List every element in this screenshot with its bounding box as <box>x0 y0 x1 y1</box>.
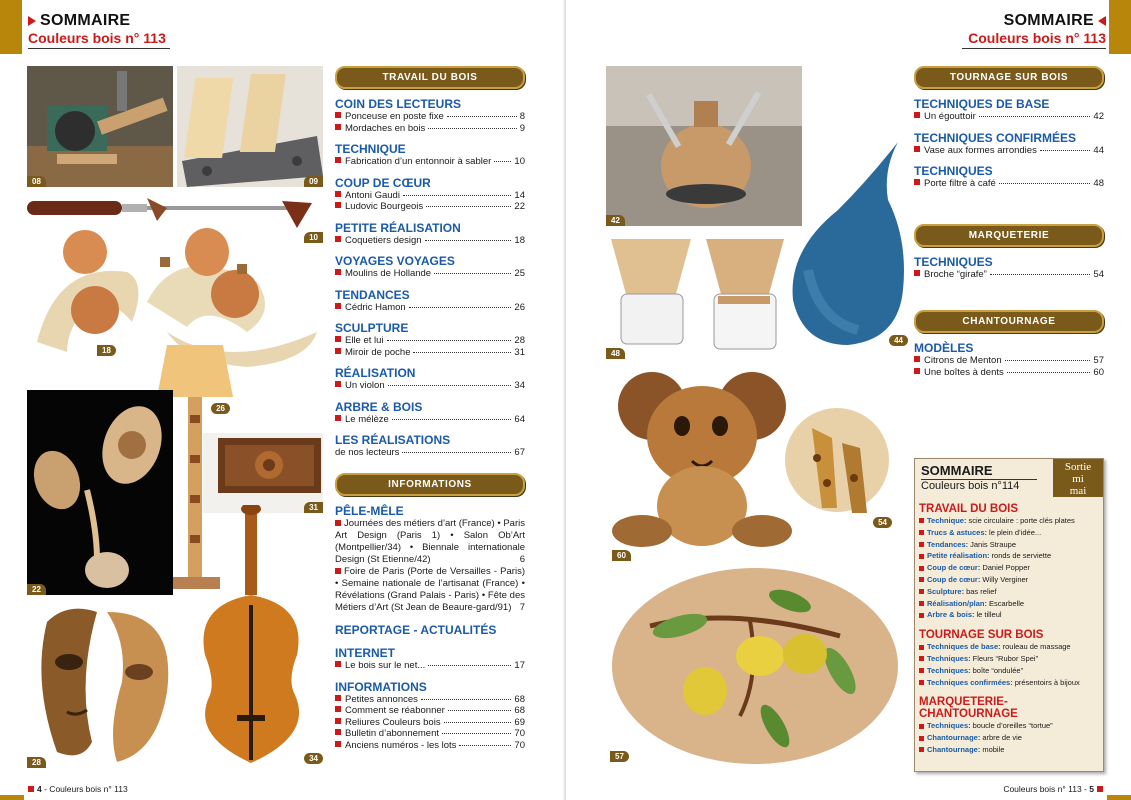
section-title-tendances: TENDANCES <box>335 287 410 302</box>
item-value: Fleurs “Rubor Spei” <box>972 653 1039 663</box>
bullet-square-icon <box>335 157 341 163</box>
next-issue-item <box>919 515 1101 527</box>
vase-image <box>778 140 908 348</box>
entry-label: Broche “girafe” <box>924 269 987 280</box>
entry-label: Le mélèze <box>345 413 389 425</box>
section-title-sculpture: SCULPTURE <box>335 321 409 335</box>
photo-label: 54 <box>873 517 892 528</box>
entry-label: de nos lecteurs <box>335 447 400 458</box>
infos-entries <box>335 694 525 752</box>
left-edge-bar <box>0 0 22 54</box>
entry-page: 70 <box>514 739 525 751</box>
entry-label: Fabrication d’un entonnoir à sabler <box>345 156 492 167</box>
next-issue-item <box>919 539 1101 551</box>
bullet-square-icon <box>335 741 341 747</box>
pill-travail-du-bois: TRAVAIL DU BOIS <box>335 66 525 89</box>
right-edge-bar <box>1109 0 1131 54</box>
leader-dots <box>459 745 511 746</box>
pill-informations: INFORMATIONS <box>335 473 525 496</box>
entry-label: Ponceuse en poste fixe <box>345 111 444 122</box>
entry-page: 34 <box>514 380 525 391</box>
leader-dots <box>1040 150 1091 151</box>
release-tag-line-3: mai <box>1069 485 1087 497</box>
bullet-square-icon <box>919 577 924 582</box>
photo-label: 28 <box>27 757 46 768</box>
item-value: le plein d’idée... <box>989 527 1042 537</box>
bullet-square-icon <box>335 269 341 275</box>
toc-entry[interactable] <box>335 414 525 426</box>
toc-entry[interactable] <box>335 740 525 752</box>
photo-vase <box>778 140 908 348</box>
toc-entry[interactable] <box>335 717 525 729</box>
bullet-square-icon <box>919 724 924 729</box>
bullet-square-icon <box>919 589 924 594</box>
entry-page: 69 <box>514 716 525 728</box>
item-key: Techniques: <box>927 721 971 731</box>
photo-label: 09 <box>304 176 323 187</box>
toc-entry[interactable] <box>335 302 525 314</box>
leader-dots <box>388 385 512 386</box>
right-footer-label: Couleurs bois n° 113 - <box>1003 784 1087 794</box>
right-header-title: SOMMAIRE <box>1003 12 1094 29</box>
photo-violin <box>185 505 325 768</box>
pele-mele-text-2: Foire de Paris (Porte de Versailles - Paris) • Semaine nationale de l’artisanat (France) • Révélations (Grand Palais - Paris) • Fête des Métiers d’Art (St Jean de Beaure-gard/91) <box>335 566 525 613</box>
item-value: Willy Verginer <box>982 574 1029 584</box>
entry-page: 54 <box>1093 269 1104 280</box>
bullet-square-icon <box>335 303 341 309</box>
entry-page: 57 <box>1093 355 1104 366</box>
photo-label: 44 <box>889 335 908 346</box>
photo-label: 08 <box>27 176 46 187</box>
section-title-petite-realisation: PETITE RÉALISATION <box>335 220 461 235</box>
item-key: Techniques: <box>927 665 971 675</box>
section-title-techniques: TECHNIQUES <box>914 164 993 178</box>
entry-page: 68 <box>514 705 525 716</box>
bullet-square-icon <box>335 718 341 724</box>
item-key: Chantournage: <box>927 744 981 754</box>
coffee-filters-image <box>606 234 786 359</box>
arrow-right-icon <box>28 16 36 26</box>
item-key: Chantournage: <box>927 733 981 743</box>
release-tag-line-1: Sortie <box>1064 461 1092 473</box>
toc-tournage <box>914 66 1104 190</box>
next-issue-item <box>919 641 1101 653</box>
entry-label: Reliures Couleurs bois <box>345 716 441 728</box>
photo-label: 34 <box>304 753 323 764</box>
item-value: le tilleul <box>976 610 1002 620</box>
leader-dots <box>425 240 512 241</box>
right-footer-page-number: 5 <box>1089 784 1094 794</box>
entry-page: 68 <box>514 693 525 705</box>
bullet-square-icon <box>919 542 924 547</box>
item-key: Réalisation/plan: <box>927 598 988 608</box>
bullet-square-icon <box>335 336 341 342</box>
bullet-square-icon <box>919 645 924 650</box>
leader-dots <box>428 128 516 129</box>
release-tag-line-2: mi <box>1072 473 1084 485</box>
photo-vise <box>177 66 323 187</box>
leader-dots <box>403 195 511 196</box>
photo-drainer <box>606 66 802 226</box>
toc-entry[interactable] <box>335 347 525 359</box>
toc-entry[interactable] <box>335 728 525 740</box>
left-page <box>0 0 565 800</box>
entry-page: 25 <box>514 268 525 279</box>
right-header-subtitle: Couleurs bois n° 113 <box>968 30 1106 46</box>
vise-image <box>177 66 323 187</box>
toc-entry[interactable] <box>335 705 525 717</box>
next-issue-item <box>919 598 1101 610</box>
entry-label: Un égouttoir <box>924 111 976 122</box>
bullet-square-icon <box>919 566 924 571</box>
next-issue-subtitle: Couleurs bois n°114 <box>921 480 1020 492</box>
entry-page: 26 <box>514 301 525 313</box>
violin-image <box>185 505 325 768</box>
toc-marqueterie <box>914 224 1104 281</box>
section-title-techniques-de-base: TECHNIQUES DE BASE <box>914 97 1050 111</box>
item-value: scie circulaire : porte clés plates <box>968 516 1075 525</box>
item-key: Technique: <box>927 516 967 525</box>
toc-entry[interactable] <box>914 145 1104 157</box>
section-title-informations: INFORMATIONS <box>335 679 427 694</box>
photo-label: 26 <box>211 403 230 414</box>
next-issue-item <box>919 732 1101 744</box>
bullet-square-icon <box>919 613 924 618</box>
left-page-header <box>28 12 170 49</box>
bullet-square-icon <box>335 202 341 208</box>
item-value: mobile <box>982 744 1005 754</box>
item-key: Techniques: <box>927 653 971 663</box>
next-issue-item <box>919 527 1101 539</box>
bullet-square-icon <box>335 191 341 197</box>
bullet-square-icon <box>335 381 341 387</box>
toc-entry[interactable] <box>335 380 525 392</box>
bullet-square-icon <box>914 112 920 118</box>
toc-entry[interactable] <box>335 123 525 135</box>
bullet-square-icon <box>335 729 341 735</box>
next-issue-item <box>919 574 1101 586</box>
item-key: Arbre & bois: <box>927 610 975 620</box>
entry-page: 14 <box>514 189 525 201</box>
bullet-square-icon <box>919 554 924 559</box>
bullet-square-icon <box>919 668 924 673</box>
toc-entry[interactable] <box>914 367 1104 379</box>
entry-label: Petites annonces <box>345 693 418 705</box>
leader-dots <box>442 733 511 734</box>
toc-entry[interactable] <box>335 660 525 672</box>
entry-label: Moulins de Hollande <box>345 268 432 279</box>
bullet-square-icon <box>335 348 341 354</box>
entry-page: 10 <box>514 156 525 167</box>
leader-dots <box>979 116 1091 117</box>
item-value: Janis Straupe <box>970 539 1016 549</box>
chantournage-sections <box>914 342 1104 378</box>
leader-dots <box>494 161 511 162</box>
entry-page: 42 <box>1093 111 1104 122</box>
leader-dots <box>387 340 512 341</box>
leader-dots <box>428 665 511 666</box>
gaudi-sculpture-image <box>27 390 173 595</box>
faces-image <box>27 602 177 768</box>
entry-label: Porte filtre à café <box>924 178 996 189</box>
next-issue-item <box>919 665 1101 677</box>
leader-dots <box>434 273 511 274</box>
item-value: présentoirs à bijoux <box>1014 677 1080 687</box>
bullet-square-icon <box>335 236 341 242</box>
left-footer-label: - Couleurs bois n° 113 <box>44 784 128 794</box>
pill-chantournage: CHANTOURNAGE <box>914 310 1104 333</box>
bullet-square-icon <box>919 747 924 752</box>
section-title-realisation: RÉALISATION <box>335 366 416 380</box>
toc-entry[interactable] <box>335 694 525 706</box>
leader-dots <box>426 206 511 207</box>
bullet-square-icon <box>914 179 920 185</box>
bullet-square-icon <box>914 146 920 152</box>
toc-entry[interactable] <box>335 156 525 168</box>
next-group-title-travail-du-bois: TRAVAIL DU BOIS <box>919 503 1019 515</box>
entry-label: Cédric Hamon <box>345 301 406 313</box>
section-title-technique: TECHNIQUE <box>335 142 406 156</box>
next-issue-title: SOMMAIRE <box>921 463 993 478</box>
pele-mele-para-2[interactable] <box>335 566 525 614</box>
leader-dots <box>392 419 512 420</box>
pill-marqueterie: MARQUETERIE <box>914 224 1104 247</box>
bullet-square-icon <box>335 695 341 701</box>
item-value: Daniel Popper <box>982 563 1030 573</box>
leader-dots <box>990 274 1091 275</box>
entry-page: 18 <box>514 234 525 246</box>
toc-entry[interactable] <box>335 268 525 280</box>
next-issue-item <box>919 720 1101 732</box>
item-value: Escarbelle <box>989 598 1025 608</box>
carved-panel-image <box>203 433 323 513</box>
leader-dots <box>409 307 512 308</box>
entry-label: Antoni Gaudi <box>345 189 400 201</box>
right-footer <box>566 784 1131 800</box>
item-key: Coup de cœur: <box>927 563 981 573</box>
entry-label: Coquetiers design <box>345 234 422 246</box>
photo-label: 48 <box>606 348 625 359</box>
section-title-reportage: REPORTAGE - ACTUALITÉS <box>335 623 497 637</box>
entry-page: 22 <box>514 201 525 212</box>
section-title-techniques: TECHNIQUES <box>914 255 993 269</box>
bullet-square-icon <box>335 415 341 421</box>
toc-entry[interactable] <box>914 355 1104 367</box>
photo-label: 57 <box>610 751 629 762</box>
entry-page: 67 <box>514 447 525 458</box>
bullet-square-icon <box>335 706 341 712</box>
bullet-square-icon <box>919 656 924 661</box>
pill-tournage: TOURNAGE SUR BOIS <box>914 66 1104 89</box>
toc-entry[interactable] <box>335 235 525 247</box>
item-value: bas relief <box>966 586 997 596</box>
entry-label: Mordaches en bois <box>345 122 426 134</box>
mouse-box-image <box>612 366 792 561</box>
section-title-arbre-bois: ARBRE & BOIS <box>335 399 423 414</box>
leader-dots <box>444 722 512 723</box>
arrow-left-icon <box>1098 16 1106 26</box>
photo-label: 18 <box>97 345 116 356</box>
entry-label: Un violon <box>345 380 385 391</box>
travail-sections <box>335 98 525 425</box>
entry-page: 64 <box>514 413 525 425</box>
entry-page: 44 <box>1093 144 1104 156</box>
entry-page: 60 <box>1093 366 1104 378</box>
right-page-header <box>962 12 1106 49</box>
entry-label: Anciens numéros - les lots <box>345 739 457 751</box>
marqueterie-sections <box>914 256 1104 281</box>
section-title-internet: INTERNET <box>335 646 395 660</box>
toc-entry[interactable] <box>914 111 1104 123</box>
entry-label: Ludovic Bourgeois <box>345 201 424 212</box>
leader-dots <box>1005 360 1091 361</box>
bullet-square-icon <box>919 530 924 535</box>
bullet-square-icon <box>919 736 924 741</box>
item-value: ronds de serviette <box>991 551 1052 561</box>
entry-label: Le bois sur le net... <box>345 660 426 671</box>
leader-dots <box>447 116 517 117</box>
photo-label: 42 <box>606 215 625 226</box>
item-key: Petite réalisation: <box>927 551 990 561</box>
section-title-coin-des-lecteurs: COIN DES LECTEURS <box>335 97 462 111</box>
entry-label: Vase aux formes arrondies <box>924 144 1037 156</box>
bullet-square-icon <box>335 124 341 130</box>
item-value: boucle d’oreilles “tortue” <box>972 721 1053 731</box>
item-key: Techniques de base: <box>927 642 1001 652</box>
pele-mele-page-1: 6 <box>519 554 525 565</box>
item-key: Trucs & astuces: <box>927 527 988 537</box>
entry-page: 70 <box>514 728 525 739</box>
bullet-square-icon <box>914 368 920 374</box>
bullet-square-icon <box>335 661 341 667</box>
entry-label: Miroir de poche <box>345 346 411 358</box>
bullet-square-icon <box>919 518 924 523</box>
drainer-image <box>606 66 802 226</box>
photo-lemons <box>610 566 900 766</box>
entry-label: Elle et lui <box>345 335 384 346</box>
next-issue-item <box>919 550 1101 562</box>
next-issue-item <box>919 677 1101 689</box>
toc-travail-du-bois <box>335 66 525 459</box>
section-title-realisations: LES RÉALISATIONS <box>335 433 451 447</box>
entry-page: 28 <box>514 335 525 346</box>
bullet-square-icon <box>919 601 924 606</box>
item-key: Coup de cœur: <box>927 574 981 584</box>
left-footer-page-number: 4 <box>37 784 42 794</box>
toc-chantournage <box>914 310 1104 378</box>
bullet-square-icon <box>335 112 341 118</box>
leader-dots <box>421 699 512 700</box>
right-page <box>566 0 1131 800</box>
photo-label: 60 <box>612 550 631 561</box>
photo-mouse-box <box>612 366 792 561</box>
entry-page: 17 <box>514 660 525 671</box>
section-title-modeles: MODÈLES <box>914 341 974 355</box>
entry-page: 31 <box>514 346 525 358</box>
tournage-sections <box>914 98 1104 190</box>
photo-coffee-filters <box>606 234 786 359</box>
section-title-coup-de-c-ur: COUP DE CŒUR <box>335 175 431 190</box>
next-issue-item <box>919 653 1101 665</box>
photo-sander <box>27 66 173 187</box>
toc-entry[interactable] <box>335 335 525 347</box>
toc-entry[interactable] <box>914 269 1104 281</box>
photo-giraffe-brooch <box>782 398 902 528</box>
photo-faces <box>27 602 177 768</box>
section-title-techniques-confirmees: TECHNIQUES CONFIRMÉES <box>914 130 1077 145</box>
left-header-subtitle: Couleurs bois n° 113 <box>28 30 166 46</box>
leader-dots <box>1007 372 1091 373</box>
item-value: boîte “ondulée” <box>972 665 1024 675</box>
sander-image <box>27 66 173 187</box>
photo-carved-panel <box>203 433 323 513</box>
item-value: arbre de vie <box>982 733 1022 743</box>
left-header-title: SOMMAIRE <box>40 12 131 29</box>
next-group-title-marqueterie-chantournage: MARQUETERIE-CHANTOURNAGE <box>919 696 1018 721</box>
next-issue-box <box>914 458 1104 772</box>
item-key: Tendances: <box>927 539 969 549</box>
photo-gaudi-sculpture <box>27 390 173 595</box>
photo-label: 31 <box>304 502 323 513</box>
section-title-voyages-voyages: VOYAGES VOYAGES <box>335 254 455 268</box>
next-issue-header <box>915 459 1043 496</box>
release-tag <box>1053 459 1103 497</box>
lemons-image <box>610 566 900 766</box>
item-key: Techniques confirmées: <box>927 677 1013 687</box>
next-issue-item <box>919 609 1101 621</box>
leader-dots <box>448 710 512 711</box>
giraffe-brooch-image <box>782 398 902 528</box>
next-issue-item <box>919 586 1101 598</box>
entry-page: 8 <box>519 111 525 122</box>
pele-mele-para-1[interactable] <box>335 518 525 566</box>
next-issue-groups <box>919 497 1101 756</box>
entry-page: 9 <box>519 122 525 134</box>
pele-mele-text-1: Journées des métiers d’art (France) • Paris Art Design (Paris 1) • Salon Ob’Art (Montpellier/34) • Biennale internationale Design (St Etienne/42) <box>335 518 525 565</box>
bullet-square-icon <box>914 270 920 276</box>
toc-entry[interactable] <box>335 190 525 202</box>
leader-dots <box>999 183 1091 184</box>
toc-entry[interactable] <box>335 201 525 213</box>
internet-entries <box>335 660 525 672</box>
entry-label: Une boîtes à dents <box>924 366 1004 378</box>
toc-entry-realisations[interactable] <box>335 447 525 459</box>
next-issue-item <box>919 562 1101 574</box>
next-group-title-tournage-sur-bois: TOURNAGE SUR BOIS <box>919 629 1044 642</box>
toc-entry[interactable] <box>914 178 1104 190</box>
toc-entry[interactable] <box>335 111 525 123</box>
photo-label: 10 <box>304 232 323 243</box>
bullet-square-icon <box>919 680 924 685</box>
entry-page: 48 <box>1093 178 1104 189</box>
next-issue-item <box>919 744 1101 756</box>
leader-dots <box>413 352 511 353</box>
entry-label: Bulletin d’abonnement <box>345 728 440 739</box>
item-value: rouleau de massage <box>1002 642 1071 652</box>
item-key: Sculpture: <box>927 586 965 596</box>
pele-mele-page-2: 7 <box>519 602 525 613</box>
bullet-square-icon <box>914 356 920 362</box>
section-title-pele-mele: PÊLE-MÊLE <box>335 504 404 518</box>
photo-label: 22 <box>27 584 46 595</box>
entry-label: Citrons de Menton <box>924 355 1002 366</box>
left-footer <box>0 784 565 800</box>
entry-label: Comment se réabonner <box>345 705 445 716</box>
toc-informations <box>335 473 525 751</box>
